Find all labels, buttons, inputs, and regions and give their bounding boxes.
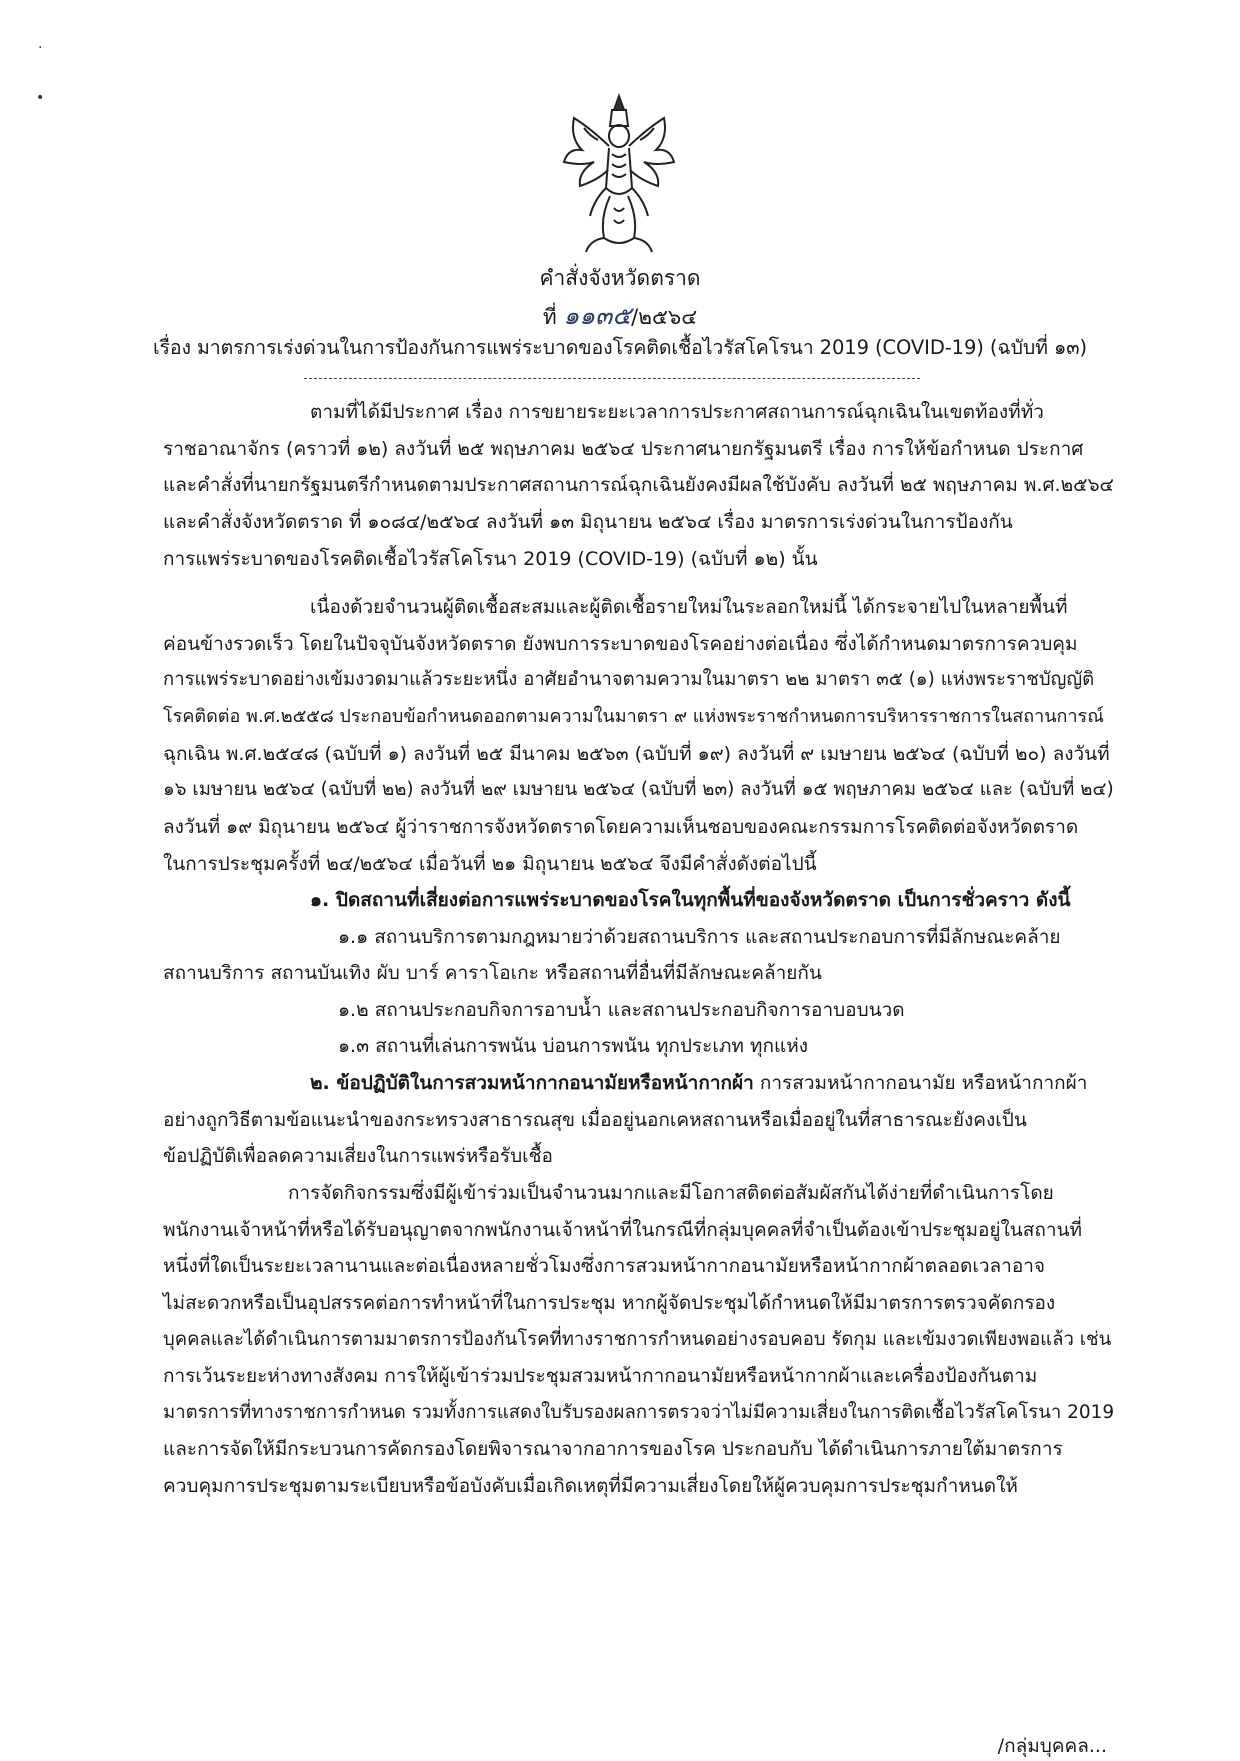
number-suffix: /๒๕๖๔ [631, 305, 698, 329]
body-line: บุคคลและได้ดำเนินการตามมาตรการป้องกันโรคที่ทางราชการกำหนดอย่างรอบคอบ รัดกุม และเข้มงวดเพียงพอแล้ว เช่น [163, 1329, 1112, 1350]
body-line: ฉุกเฉิน พ.ศ.๒๕๔๘ (ฉบับที่ ๑) ลงวันที่ ๒๕ มีนาคม ๒๕๖๓ (ฉบับที่ ๑๙) ลงวันที่ ๙ เมษายน ๒๕๖๔ (ฉบับที่ ๒๐) ลงวันที่ [163, 743, 1110, 765]
body-line: การเว้นระยะห่างทางสังคม การให้ผู้เข้าร่วมประชุมสวมหน้ากากอนามัยหรือหน้ากากผ้าและเครื่องป้องกันตาม [163, 1365, 1038, 1387]
order-subject: เรื่อง มาตรการเร่งด่วนในการป้องกันการแพร่ระบาดของโรคติดเชื้อไวรัสโคโรนา 2019 (COVID-19) (ฉบับที่ ๑๓) [152, 336, 1088, 359]
body-line: อย่างถูกวิธีตามข้อแนะนำของกระทรวงสาธารณสุข เมื่ออยู่นอกเคหสถานหรือเมื่ออยู่ในที่สาธารณะยังคงเป็น [163, 1109, 1027, 1131]
scan-speck: · [38, 40, 43, 56]
body-line: การแพร่ระบาดของโรคติดเชื้อไวรัสโคโรนา 2019 (COVID-19) (ฉบับที่ ๑๒) นั้น [163, 548, 818, 570]
section-heading-2: ๒. ข้อปฏิบัติในการสวมหน้ากากอนามัยหรือหน้ากากผ้า [310, 1072, 754, 1094]
body-line: ควบคุมการประชุมตามระเบียบหรือข้อบังคับเมื่อเกิดเหตุที่มีความเสี่ยงโดยให้ผู้ควบคุมการประชุมกำหนดให้ [163, 1475, 1018, 1497]
body-line: หนึ่งที่ใดเป็นระยะเวลานานและต่อเนื่องหลายชั่วโมงซึ่งการสวมหน้ากากอนามัยหรือหน้ากากผ้าตลอดเวลาอาจ [163, 1255, 1046, 1277]
body-line: เนื่องด้วยจำนวนผู้ติดเชื้อสะสมและผู้ติดเชื้อรายใหม่ในระลอกใหม่นี้ ได้กระจายไปในหลายพื้นที่ [310, 596, 1068, 618]
divider [304, 378, 920, 379]
body-line: ข้อปฏิบัติเพื่อลดความเสี่ยงในการแพร่หรือรับเชื้อ [163, 1145, 553, 1167]
body-line: ๑.๑ สถานบริการตามกฎหมายว่าด้วยสถานบริการ และสถานประกอบการที่มีลักษณะคล้าย [338, 926, 1061, 948]
body-line: ลงวันที่ ๑๙ มิถุนายน ๒๕๖๔ ผู้ว่าราชการจังหวัดตราดโดยความเห็นชอบของคณะกรรมการโรคติดต่อจังหวัดตราด [163, 816, 1079, 838]
body-line: ๑.๒ สถานประกอบกิจการอาบน้ำ และสถานประกอบกิจการอาบอบนวด [338, 999, 905, 1021]
body-line: ค่อนข้างรวดเร็ว โดยในปัจจุบันจังหวัดตราด ยังพบการระบาดของโรคอย่างต่อเนื่อง ซึ่งได้กำหนดมาตรการควบคุม [163, 633, 1078, 655]
body-line: ตามที่ได้มีประกาศ เรื่อง การขยายระยะเวลาการประกาศสถานการณ์ฉุกเฉินในเขตท้องที่ทั่ว [310, 401, 1044, 423]
continuation-note: /กลุ่มบุคคล... [997, 1735, 1107, 1757]
body-line: การแพร่ระบาดอย่างเข้มงวดมาแล้วระยะหนึ่ง อาศัยอำนาจตามความในมาตรา ๒๒ มาตรา ๓๕ (๑) แห่งพระราชบัญญัติ [163, 669, 1095, 690]
section-heading-1: ๑. ปิดสถานที่เสี่ยงต่อการแพร่ระบาดของโรคในทุกพื้นที่ของจังหวัดตราด เป็นการชั่วคราว ดังนี้ [310, 889, 1071, 911]
body-line: สถานบริการ สถานบันเทิง ผับ บาร์ คาราโอเกะ หรือสถานที่อื่นที่มีลักษณะคล้ายกัน [163, 962, 822, 984]
body-line: และการจัดให้มีกระบวนการคัดกรองโดยพิจารณาจากอาการของโรค ประกอบกับ ได้ดำเนินการภายใต้มาตรการ [163, 1438, 1063, 1460]
body-line: และคำสั่งที่นายกรัฐมนตรีกำหนดตามประกาศสถานการณ์ฉุกเฉินยังคงมีผลใช้บังคับ ลงวันที่ ๒๕ พฤษภาคม พ.ศ.๒๕๖๔ [163, 474, 1114, 496]
body-line: ๑.๓ สถานที่เล่นการพนัน บ่อนการพนัน ทุกประเภท ทุกแห่ง [338, 1035, 808, 1057]
body-line: ในการประชุมครั้งที่ ๒๔/๒๕๖๔ เมื่อวันที่ ๒๑ มิถุนายน ๒๕๖๔ จึงมีคำสั่งดังต่อไปนี้ [163, 853, 817, 875]
scan-speck: • [36, 90, 45, 106]
body-line: มาตรการที่ทางราชการกำหนด รวมทั้งการแสดงใบรับรองผลการตรวจว่าไม่มีความเสี่ยงในการติดเชื้อไวรัสโคโรนา 2019 [163, 1402, 1115, 1423]
body-line: ๑๖ เมษายน ๒๕๖๔ (ฉบับที่ ๒๒) ลงวันที่ ๒๙ เมษายน ๒๕๖๔ (ฉบับที่ ๒๓) ลงวันที่ ๑๕ พฤษภาคม ๒๕๖๔ และ (ฉบับที่ ๒๔) [163, 779, 1114, 800]
body-line: การจัดกิจกรรมซึ่งมีผู้เข้าร่วมเป็นจำนวนมากและมีโอกาสติดต่อสัมผัสกันได้ง่ายที่ดำเนินการโดย [288, 1182, 1054, 1204]
order-number [0, 296, 1240, 336]
body-line: ราชอาณาจักร (คราวที่ ๑๒) ลงวันที่ ๒๕ พฤษภาคม ๒๕๖๔ ประกาศนายกรัฐมนตรี เรื่อง การให้ข้อกำหนด ประกาศ [163, 438, 1084, 460]
section-2-text: การสวมหน้ากากอนามัย หรือหน้ากากผ้า [759, 1072, 1088, 1094]
garuda-emblem [560, 88, 678, 256]
body-line: พนักงานเจ้าหน้าที่หรือได้รับอนุญาตจากพนักงานเจ้าหน้าที่ในกรณีที่กลุ่มบุคคลที่จำเป็นต้องเข้าประชุมอยู่ในสถานที่ [163, 1219, 1083, 1241]
body-line: ไม่สะดวกหรือเป็นอุปสรรคต่อการทำหน้าที่ในการประชุม หากผู้จัดประชุมได้กำหนดให้มีมาตรการตรวจคัดกรอง [163, 1292, 1056, 1314]
section-2-line [310, 1074, 1087, 1093]
handwritten-number: ๑๑๓๕ [563, 301, 632, 330]
body-line: และคำสั่งจังหวัดตราด ที่ ๑๐๘๔/๒๕๖๔ ลงวันที่ ๑๓ มิถุนายน ๒๕๖๔ เรื่อง มาตรการเร่งด่วนในการป้องกัน [163, 511, 1013, 533]
body-line: โรคติดต่อ พ.ศ.๒๕๕๘ ประกอบข้อกำหนดออกตามความในมาตรา ๙ แห่งพระราชกำหนดการบริหารราชการในสถานการณ์ [163, 706, 1104, 727]
order-title: คำสั่งจังหวัดตราด [539, 266, 701, 290]
number-prefix: ที่ [542, 305, 557, 329]
